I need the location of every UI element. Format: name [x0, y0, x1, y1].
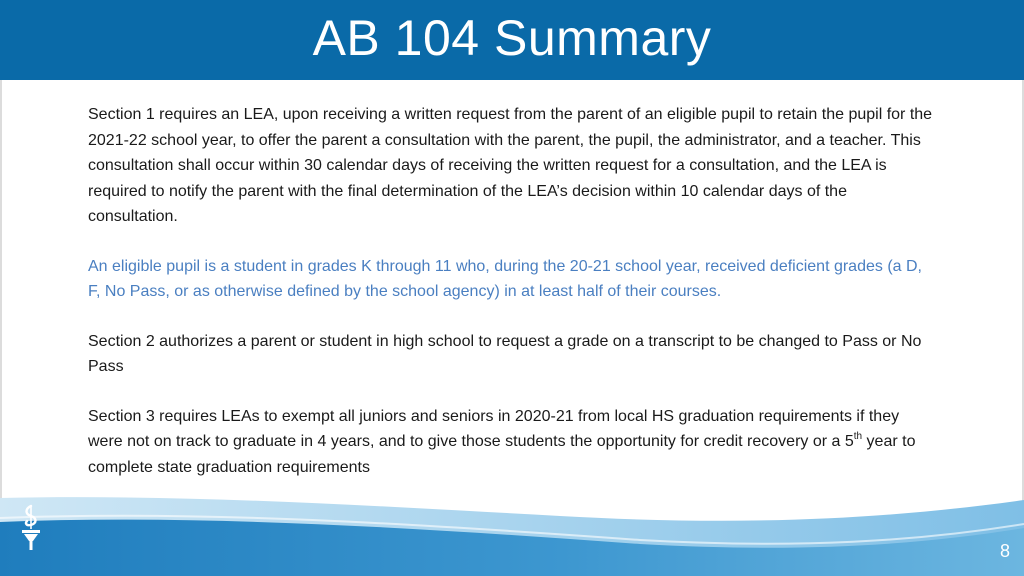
section-3-superscript: th — [853, 430, 863, 442]
section-3-text-end: year to complete state graduation requirements — [88, 433, 916, 476]
eligible-pupil-definition: An eligible pupil is a student in grades K through 11 who, during the 20-21 school year, received deficient grades (a D, F, No Pass, or as otherwise defined by the school agency) in at least half of their courses. — [88, 257, 922, 300]
page-number: 8 — [999, 541, 1010, 561]
section-3-text: Section 3 requires LEAs to exempt all juniors and seniors in 2020-21 from local HS graduation requirements if they were not on track to graduate in 4 years, and to give those students the opportunity for credit recovery or a 5 — [88, 407, 900, 450]
cde-torch-logo-icon — [18, 504, 44, 554]
section-1-paragraph: Section 1 requires an LEA, upon receiving a written request from the parent of an eligible pupil to retain the pupil for the 2021-22 school year, to offer the parent a consultation with the parent, the pupil, the administrator, and a teacher. This consultation shall occur within 30 calendar days of receiving the written request for a consultation, and the LEA is required to notify the parent with the final determination of the LEA’s decision within 10 calendar days of the consultation. — [88, 106, 933, 225]
slide-title: AB 104 Summary — [312, 10, 712, 66]
section-2-paragraph: Section 2 authorizes a parent or student in high school to request a grade on a transcript to be changed to Pass or No Pass — [88, 332, 922, 375]
